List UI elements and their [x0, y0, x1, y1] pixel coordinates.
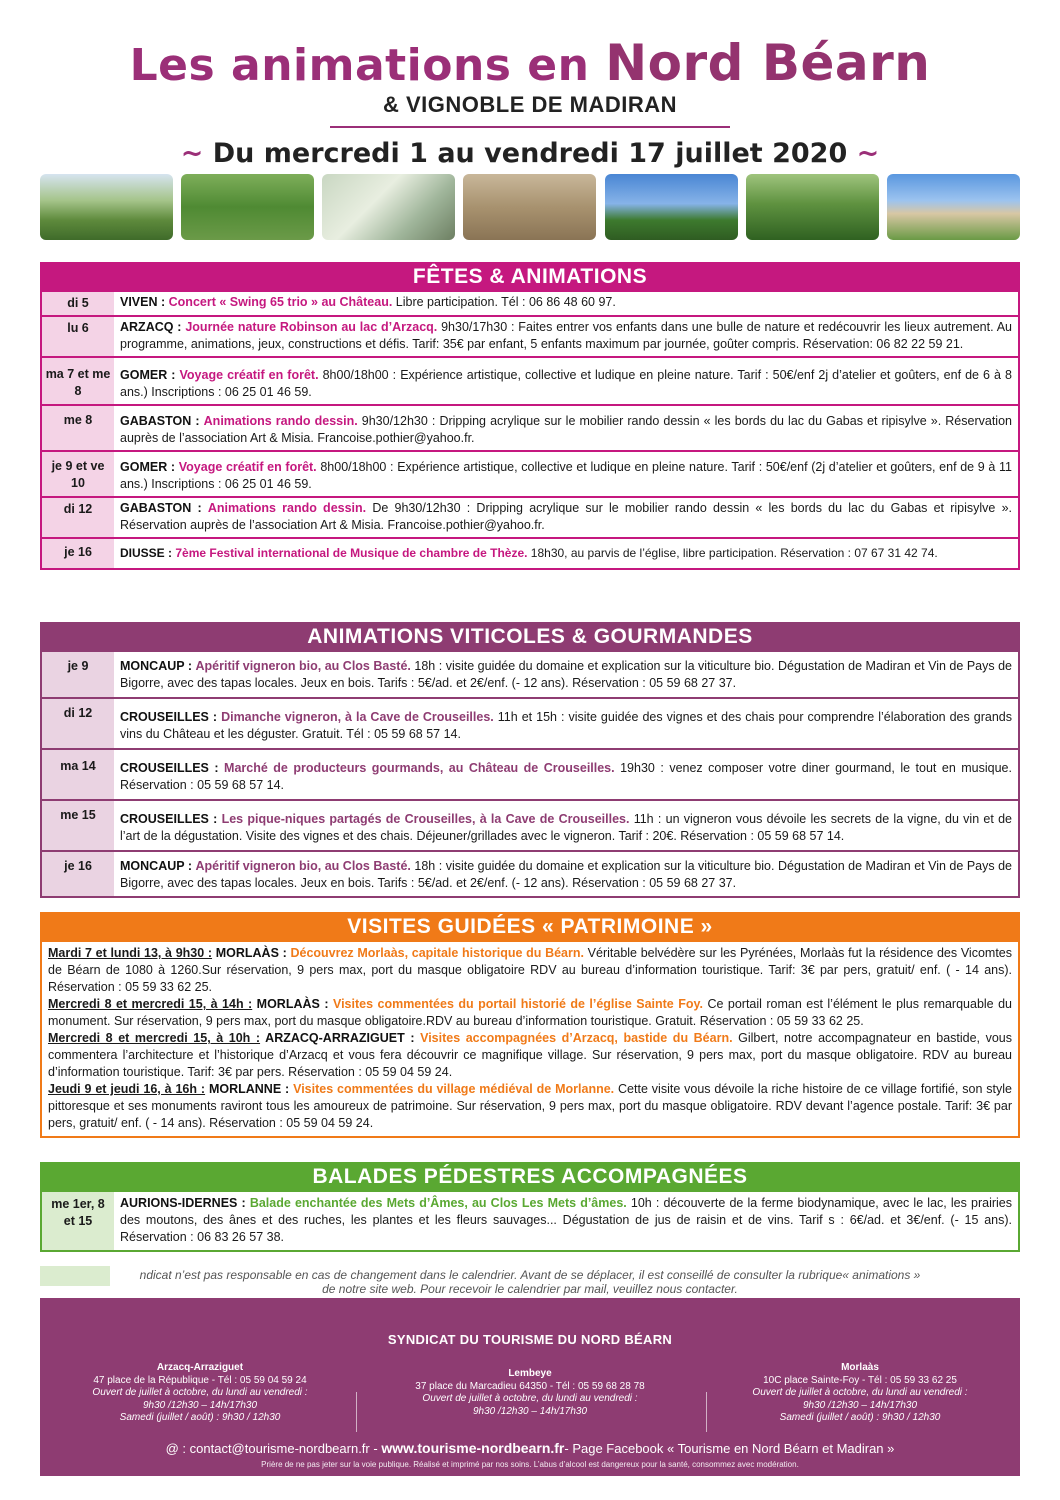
title-part2: Nord Béarn	[605, 34, 931, 92]
office-arzacq	[40, 1362, 360, 1425]
disclaimer-line2: de notre site web. Pour recevoir le calendrier par mail, veuillez nous contacter.	[322, 1282, 738, 1296]
day-cell: di 5	[42, 292, 114, 315]
event-title: Dimanche vigneron, à la Cave de Crouseilles.	[221, 710, 494, 724]
event-cell	[114, 699, 1018, 748]
office-hours: 9h30 /12h30 – 14h/17h30	[803, 1399, 917, 1411]
event-details: 8h00/18h00 : Expérience artistique, collective et ludique en pleine nature. Tarif : 50€/enf (2j d’atelier et goûters, enf de 9 à 11 ans.) Inscriptions : 06 25 01 46 59.	[120, 460, 1013, 491]
event-title: Concert « Swing 65 trio » au Château.	[168, 295, 393, 309]
visit-when: Mardi 7 et lundi 13, à 9h30 :	[48, 946, 213, 960]
table-row	[42, 496, 1018, 537]
footer	[40, 1298, 1020, 1476]
place: MONCAUP :	[120, 659, 193, 673]
place: MONCAUP :	[120, 859, 193, 873]
table-row	[42, 315, 1018, 356]
page-subtitle: & VIGNOBLE DE MADIRAN	[382, 92, 678, 117]
facebook-link[interactable]: - Page Facebook « Tourisme en Nord Béarn et Madiran »	[564, 1441, 895, 1456]
place: VIVEN :	[120, 295, 166, 309]
day-cell: lu 6	[42, 317, 114, 356]
place: AURIONS-IDERNES :	[120, 1196, 246, 1210]
photo-nature-walk	[181, 174, 314, 240]
place: GOMER :	[120, 460, 176, 474]
day-cell: me 8	[42, 406, 114, 450]
place: ARZACQ-ARRAZIGUET :	[260, 1031, 415, 1045]
office-hours: Ouvert de juillet à octobre, du lundi au vendredi :	[752, 1387, 968, 1398]
event-details: 9h30/12h30 : Dripping acrylique sur le mobilier rando dessin « les bords du lac du Gabas et ripisylve ». Réservation auprès de l’association Art & Misia. Francoise.pothier@yahoo.fr.	[120, 414, 1012, 445]
event-cell	[114, 1192, 1018, 1250]
tilde-left: ~	[180, 138, 204, 169]
place: GABASTON :	[120, 501, 202, 515]
event-cell	[114, 750, 1018, 799]
photo-drawing-map	[322, 174, 455, 240]
viti-list	[40, 652, 1020, 898]
event-cell	[114, 317, 1018, 356]
table-row	[42, 652, 1018, 697]
event-details: 8h00/18h00 : Expérience artistique, collective et ludique en pleine nature. Tarif : 50€/enf 2j d’atelier et goûters, enf de 6 à 8 ans.) Inscriptions : 06 25 01 46 59.	[120, 368, 1013, 399]
place: GABASTON :	[120, 414, 200, 428]
office-name: Morlaàs	[841, 1362, 879, 1373]
event-title: Voyage créatif en forêt.	[179, 368, 319, 382]
table-row	[42, 292, 1018, 315]
photo-chateau	[605, 174, 738, 240]
photo-garden	[746, 174, 879, 240]
list-item	[48, 945, 1012, 996]
legal-notice: Prière de ne pas jeter sur la voie publique. Réalisé et imprimé par nos soins. L’abus d’alcool est dangereux pour la santé, consommez avec modération.	[261, 1460, 799, 1469]
event-title: Marché de producteurs gourmands, au Château de Crouseilles.	[224, 761, 615, 775]
event-title: Les pique-niques partagés de Crouseilles, à la Cave de Crouseilles.	[221, 812, 630, 826]
day-cell: je 9 et ve 10	[42, 452, 114, 496]
table-row	[42, 356, 1018, 404]
disclaimer-line1: ndicat n’est pas responsable en cas de changement dans le calendrier. Avant de se déplacer, il est conseillé de consulter la rubrique« animations »	[139, 1268, 921, 1282]
office-hours: Samedi (juillet / août) : 9h30 / 12h30	[119, 1412, 281, 1423]
page-title	[0, 34, 1060, 92]
place: CROUSEILLES :	[120, 761, 219, 775]
event-details: 18h30, au parvis de l’église, libre participation. Réservation : 07 67 31 42 74.	[527, 546, 938, 560]
day-cell: je 9	[42, 652, 114, 697]
office-morlaas	[700, 1362, 1020, 1425]
day-cell: me 15	[42, 801, 114, 850]
event-details: 10h : découverte de la ferme biodynamique, avec le lac, les prairies des moutons, des ânes et des ruches, les plantes et les fleurs sauvages... Dégustation de jus de raisin et de vins. Tarif s : 6€/ad. et 3€/enf. (- 15 ans). Réservation : 06 83 26 57 38.	[120, 1196, 1012, 1244]
event-title: Visites commentées du village médiéval de Morlanne.	[289, 1082, 615, 1096]
event-details: Cette visite vous dévoile la riche histoire de ce village fortifié, son style pittoresque et ses monuments raviront tous les amoureux de patrimoine. Sur réservation, 9 pers max, port du masque obligatoire. RDV devant l’agence postale. Tarif: 3€ par pers, gratuit/ enf. ( - 14 ans). Réservation : 05 59 04 59 24.	[48, 1082, 1012, 1130]
office-hours: 9h30 /12h30 – 14h/17h30	[473, 1405, 587, 1417]
section-heading: ANIMATIONS VITICOLES & GOURMANDES	[40, 622, 1020, 652]
place: MORLAÀS :	[252, 997, 329, 1011]
event-details: 9h30/17h30 : Faites entrer vos enfants dans une bulle de nature et redécouvrir les lieux autrement. Au programme, animations, jeux, constructions et défis. Tarif: 35€ par enfant, 5 enfants maximum par journée, goûter compris. Réservation: 06 82 22 59 21.	[120, 320, 1012, 351]
section-heading: BALADES PÉDESTRES ACCOMPAGNÉES	[40, 1162, 1020, 1192]
event-title: Voyage créatif en forêt.	[178, 460, 317, 474]
place: CROUSEILLES :	[120, 812, 218, 826]
office-name: Arzacq-Arraziguet	[156, 1362, 244, 1373]
office-hours: Ouvert de juillet à octobre, du lundi au vendredi :	[422, 1393, 638, 1404]
date-range-text: Du mercredi 1 au vendredi 17 juillet 2020	[203, 138, 857, 169]
event-cell	[114, 498, 1018, 537]
section-viticoles	[40, 622, 1020, 898]
place: DIUSSE :	[120, 546, 173, 560]
place: CROUSEILLES :	[120, 710, 218, 724]
office-hours: 9h30 /12h30 – 14h/17h30	[143, 1399, 257, 1411]
event-title: Journée nature Robinson au lac d’Arzacq.	[185, 320, 438, 334]
contact-email[interactable]: @ : contact@tourisme-nordbearn.fr -	[165, 1441, 382, 1456]
event-details: Ce portail roman est l’élément le plus remarquable du monument. Sur réservation, 9 pers max, port du masque obligatoire.RDV au bureau d’information touristique. Gratuit. Réservation : 05 59 33 62 25.	[48, 997, 1012, 1028]
event-details: 19h30 : venez composer votre diner gourmand, le tout en musique. Réservation : 05 59 68 57 14.	[120, 761, 1012, 792]
section-heading: FÊTES & ANIMATIONS	[40, 262, 1020, 292]
table-row	[42, 748, 1018, 799]
table-row	[42, 450, 1018, 496]
title-divider	[330, 126, 730, 128]
place: GOMER :	[120, 368, 176, 382]
day-cell: di 12	[42, 699, 114, 748]
event-details: 11h et 15h : visite guidée des vignes et des chais pour comprendre l’élaboration des grands vins du Château et les déguster. Gratuit. Tél : 05 59 68 57 14.	[120, 710, 1012, 741]
section-balades	[40, 1162, 1020, 1252]
event-details: 18h : visite guidée du domaine et explication sur la viticulture bio. Dégustation de Madiran et Vin de Pays de Bigorre, avec des tapas locales. Jeux en bois. Tarifs : 5€/ad. et 2€/enf. (- 12 ans). Réservation : 05 59 68 27 37.	[120, 659, 1013, 690]
section-visites	[40, 912, 1020, 1138]
event-details: 11h : un vigneron vous dévoile les secrets de la vigne, du vin et de l’art de la dégustation. Visite des vignes et des chais. Déjeuner/grillades avec le vigneron. Tarif : 20€. Réservation : 05 59 68 57 14.	[120, 812, 1012, 843]
office-lembeye	[370, 1368, 690, 1418]
visit-when: Jeudi 9 et jeudi 16, à 16h :	[48, 1082, 206, 1096]
photo-romanesque-sculpture	[463, 174, 596, 240]
event-cell	[114, 358, 1018, 404]
event-cell	[114, 406, 1018, 450]
event-title: Apéritif vigneron bio, au Clos Basté.	[195, 859, 411, 873]
event-details: Libre participation. Tél : 06 86 48 60 97.	[392, 295, 616, 309]
visites-list	[40, 942, 1020, 1138]
event-cell	[114, 801, 1018, 850]
event-title: Visites commentées du portail historié de l’église Sainte Foy.	[328, 997, 703, 1011]
office-hours: Samedi (juillet / août) : 9h30 / 12h30	[779, 1412, 941, 1423]
tilde-right: ~	[856, 138, 880, 169]
photo-arcades-building	[887, 174, 1020, 240]
balades-list	[40, 1192, 1020, 1252]
place: MORLAÀS :	[212, 946, 287, 960]
office-address: 10C place Sainte-Foy - Tél : 05 59 33 62 25	[763, 1374, 957, 1386]
event-details: Véritable belvédère sur les Pyrénées, Morlaàs fut la résidence des Vicomtes de Béarn de 1080 à 1260.Sur réservation, 9 pers max, port du masque obligatoire RDV au bureau d’information touristique. Tarif: 3€ par pers, gratuit/ enf. ( - 14 ans). Réservation : 05 59 33 62 25.	[48, 946, 1012, 994]
list-item	[48, 996, 1012, 1030]
date-range	[0, 138, 1060, 169]
list-item	[48, 1030, 1012, 1081]
footer-title: SYNDICAT DU TOURISME DU NORD BÉARN	[387, 1332, 673, 1347]
disclaimer	[40, 1266, 1020, 1296]
day-cell: me 1er, 8 et 15	[42, 1192, 114, 1250]
day-cell: je 16	[42, 539, 114, 568]
photo-vineyard-group	[40, 174, 173, 240]
event-cell	[114, 852, 1018, 896]
table-row	[42, 404, 1018, 450]
day-cell: je 16	[42, 852, 114, 896]
table-row	[42, 850, 1018, 896]
table-row	[42, 1192, 1018, 1250]
event-title: Animations rando dessin.	[207, 501, 367, 515]
place: MORLANNE :	[205, 1082, 290, 1096]
title-part1: Les animations en	[129, 40, 606, 91]
event-title: Animations rando dessin.	[203, 414, 358, 428]
event-title: Apéritif vigneron bio, au Clos Basté.	[195, 659, 411, 673]
event-title: Balade enchantée des Mets d’Âmes, au Clos Les Mets d’âmes.	[249, 1196, 627, 1210]
table-row	[42, 799, 1018, 850]
place: ARZACQ :	[120, 320, 182, 334]
list-item	[48, 1081, 1012, 1132]
header	[0, 0, 1060, 250]
fetes-list	[40, 292, 1020, 570]
table-row	[42, 697, 1018, 748]
event-title: Découvrez Morlaàs, capitale historique du Béarn.	[286, 946, 584, 960]
event-details: Gilbert, notre accompagnateur en bastide, vous commentera l’architecture et l’historique d’Arzacq et vous fera découvrir ce magnifique village. Sur réservation, 9 pers max, port du masque obligatoire. RDV au bureau d’information touristique. Tarif: 3€ par pers. Réservation : 05 59 04 59 24.	[48, 1031, 1013, 1079]
section-heading: VISITES GUIDÉES « PATRIMOINE »	[40, 912, 1020, 942]
event-details: De 9h30/12h30 : Dripping acrylique sur le mobilier rando dessin « les bords du lac du Gabas et ripisylve ». Réservation auprès de l’association Art & Misia. Francoise.pothier@yahoo.fr.	[120, 501, 1012, 532]
day-cell: ma 14	[42, 750, 114, 799]
event-cell	[114, 652, 1018, 697]
event-title: 7ème Festival international de Musique de chambre de Thèze.	[175, 546, 528, 560]
disclaimer-text	[40, 1268, 1020, 1296]
event-cell	[114, 292, 1018, 315]
event-details: 18h : visite guidée du domaine et explication sur la viticulture bio. Dégustation de Madiran et Vin de Pays de Bigorre, avec des tapas locales. Jeux en bois. Tarifs : 5€/ad. et 2€/enf. (- 12 ans). Réservation : 05 59 68 27 37.	[120, 859, 1013, 890]
visit-when: Mercredi 8 et mercredi 15, à 14h :	[48, 997, 253, 1011]
footer-contact	[40, 1440, 1020, 1456]
event-title: Visites accompagnées d’Arzacq, bastide du Béarn.	[414, 1031, 733, 1045]
event-cell	[114, 539, 1018, 568]
office-address: 47 place de la République - Tél : 05 59 04 59 24	[93, 1374, 307, 1386]
event-cell	[114, 452, 1018, 496]
photo-strip	[40, 174, 1020, 240]
table-row	[42, 537, 1018, 568]
office-name: Lembeye	[508, 1368, 552, 1379]
office-hours: Ouvert de juillet à octobre, du lundi au vendredi :	[92, 1387, 308, 1398]
footer-separator	[356, 1392, 357, 1432]
visit-when: Mercredi 8 et mercredi 15, à 10h :	[48, 1031, 261, 1045]
day-cell: di 12	[42, 498, 114, 537]
office-address: 37 place du Marcadieu 64350 - Tél : 05 59 68 28 78	[415, 1380, 645, 1392]
section-fetes	[40, 262, 1020, 570]
day-cell: ma 7 et me 8	[42, 358, 114, 404]
website-link[interactable]: www.tourisme-nordbearn.fr	[381, 1440, 565, 1456]
